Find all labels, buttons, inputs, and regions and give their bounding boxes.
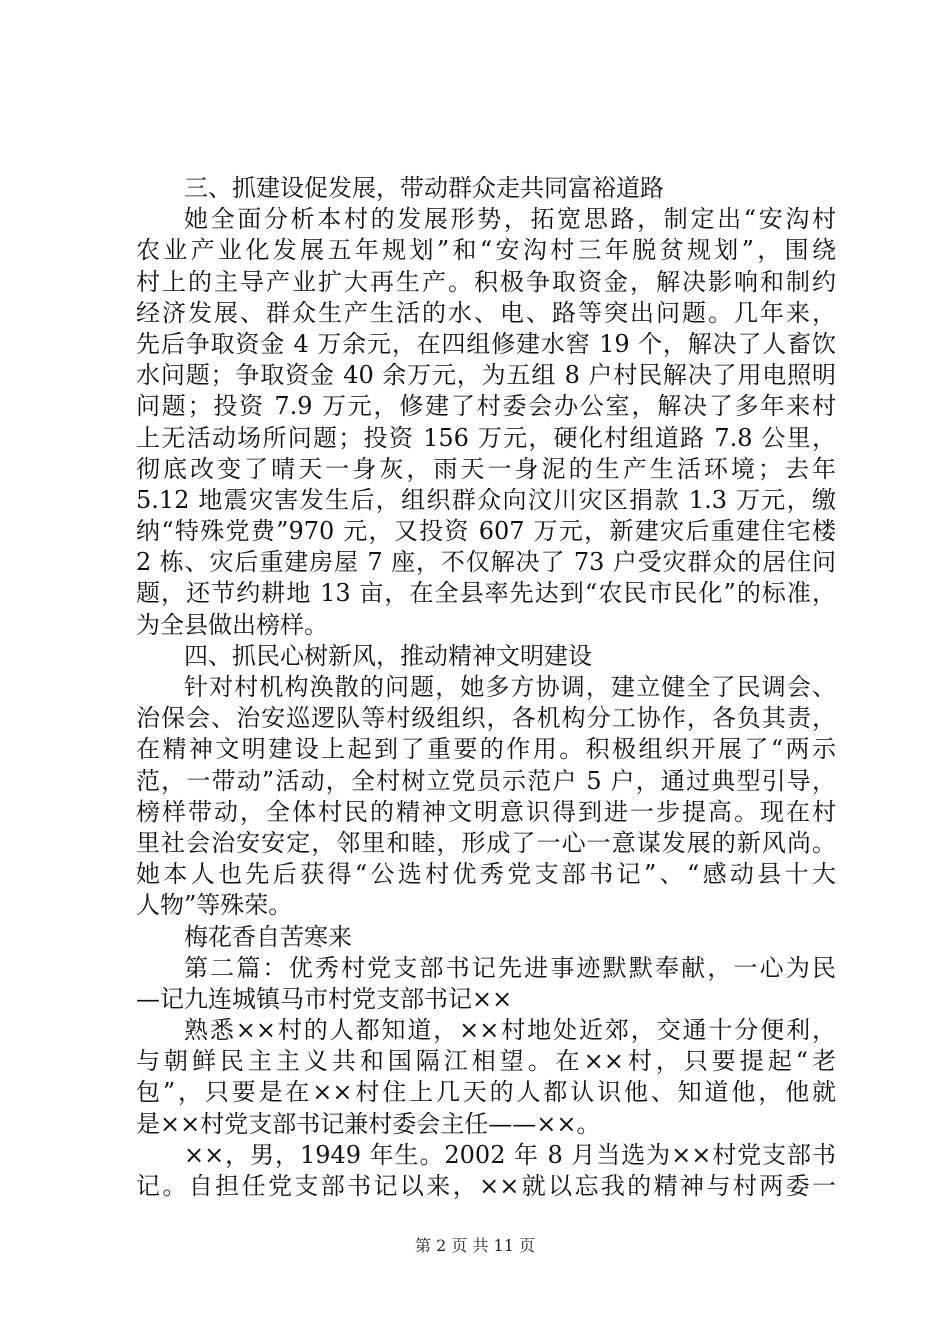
text-line: 是××村党支部书记兼村委会主任——××。 xyxy=(136,1109,601,1138)
text-line: 彻底改变了晴天一身灰，雨天一身泥的生产生活环境；去年 xyxy=(136,454,836,483)
text-line: 问题；投资 7.9 万元，修建了村委会办公室，解决了多年来村 xyxy=(136,392,836,421)
text-line: 先后争取资金 4 万余元，在四组修建水窖 19 个，解决了人畜饮 xyxy=(136,329,836,358)
text-line: 针对村机构涣散的问题，她多方协调，建立健全了民调会、 xyxy=(184,673,836,701)
text-line: 榜样带动，全体村民的精神文明意识得到进一步提高。现在村 xyxy=(136,797,836,826)
text-line: 人物”等殊荣。 xyxy=(136,891,293,920)
text-line: 纳“特殊党费”970 元，又投资 607 万元，新建灾后重建住宅楼 xyxy=(136,517,836,546)
text-line: 她本人也先后获得“公选村优秀党支部书记”、“感动县十大 xyxy=(136,860,836,889)
text-line: 四、抓民心树新风，推动精神文明建设 xyxy=(184,641,592,670)
text-line: 题，还节约耕地 13 亩，在全县率先达到“农民市民化”的标准， xyxy=(136,579,836,608)
text-line: 经济发展、群众生产生活的水、电、路等突出问题。几年来， xyxy=(136,298,836,327)
text-line: 包”，只要是在××村住上几天的人都认识他、知道他，他就 xyxy=(136,1078,836,1107)
text-line: —记九连城镇马市村党支部书记×× xyxy=(136,984,513,1013)
text-line: 范，一带动”活动，全村树立党员示范户 5 户，通过典型引导， xyxy=(136,766,836,795)
text-line: 与朝鲜民主主义共和国隔江相望。在××村，只要提起“老 xyxy=(136,1047,836,1076)
text-line: 为全县做出榜样。 xyxy=(136,610,328,639)
text-line: 5.12 地震灾害发生后，组织群众向汶川灾区捐款 1.3 万元，缴 xyxy=(136,485,836,514)
text-line: 在精神文明建设上起到了重要的作用。积极组织开展了“两示 xyxy=(136,735,836,764)
text-line: 记。自担任党支部书记以来，××就以忘我的精神与村两委一 xyxy=(136,1172,836,1200)
text-line: 里社会治安安定，邻里和睦，形成了一心一意谋发展的新风尚。 xyxy=(136,828,836,857)
text-line: 治保会、治安巡逻队等村级组织，各机构分工协作，各负其责， xyxy=(136,704,836,733)
text-line: 2 栋、灾后重建房屋 7 座，不仅解决了 73 户受灾群众的居住问 xyxy=(136,548,836,577)
text-line: ××，男，1949 年生。2002 年 8 月当选为××村党支部书 xyxy=(184,1140,836,1169)
text-line: 村上的主导产业扩大再生产。积极争取资金，解决影响和制约 xyxy=(136,267,836,296)
text-line: 熟悉××村的人都知道，××村地处近郊，交通十分便利， xyxy=(184,1016,836,1045)
page-footer: 第 2 页 共 11 页 xyxy=(415,1236,535,1255)
text-line: 梅花香自苦寒来 xyxy=(184,922,352,951)
text-line: 水问题；争取资金 40 余万元，为五组 8 户村民解决了用电照明 xyxy=(136,361,836,390)
text-line: 三、抓建设促发展，带动群众走共同富裕道路 xyxy=(184,174,664,202)
text-line: 农业产业化发展五年规划”和“安沟村三年脱贫规划”，围绕 xyxy=(136,236,836,265)
text-line: 第二篇：优秀村党支部书记先进事迹默默奉献，一心为民 xyxy=(184,953,836,982)
text-line: 她全面分析本村的发展形势，拓宽思路，制定出“安沟村 xyxy=(184,205,836,234)
text-line: 上无活动场所问题；投资 156 万元，硬化村组道路 7.8 公里， xyxy=(136,423,836,452)
document-body xyxy=(136,173,836,1202)
